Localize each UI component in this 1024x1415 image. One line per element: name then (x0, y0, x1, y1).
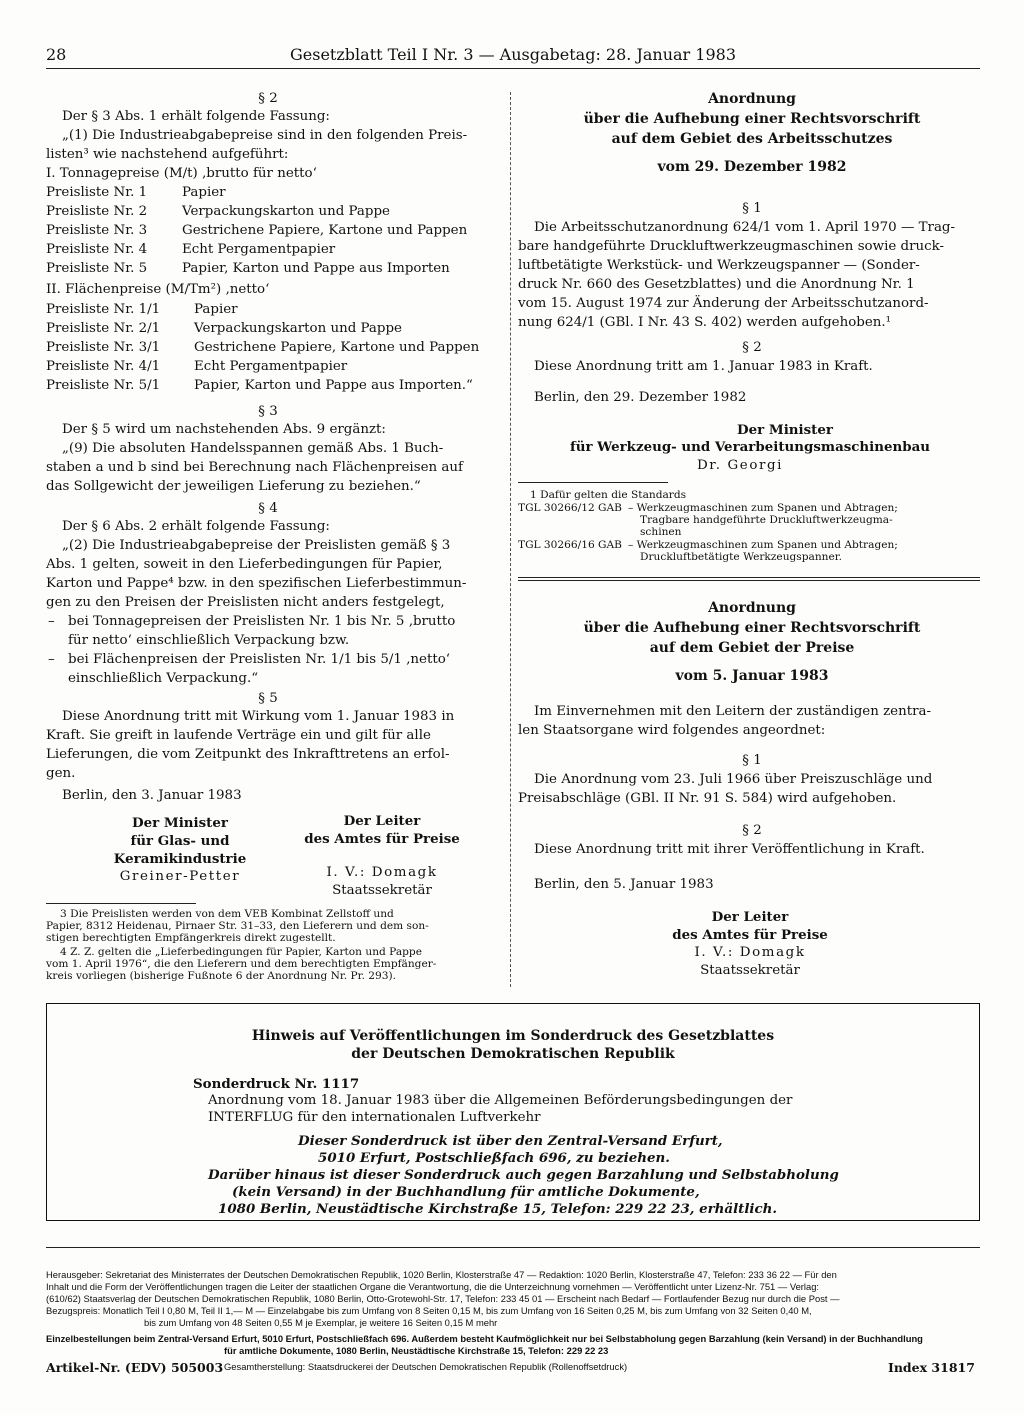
bullet-line: bei Tonnagepreisen der Preislisten Nr. 1 bis Nr. 5 ‚brutto (68, 614, 456, 629)
paragraph-line: staben a und b sind bei Berechnung nach Flächenpreisen auf (46, 460, 463, 475)
price-list-text: Papier, Karton und Pappe aus Importen.“ (194, 378, 473, 393)
sonderdruck-number: Sonderdruck Nr. 1117 (193, 1076, 360, 1092)
price-list-text: Papier, Karton und Pappe aus Importen (182, 261, 450, 276)
paragraph-line: vom 15. August 1974 zur Änderung der Arbeitsschutzanord- (518, 296, 929, 311)
place-date: Berlin, den 3. Januar 1983 (62, 788, 242, 803)
paragraph-line: Lieferungen, die vom Zeitpunkt des Inkrafttretens an erfol- (46, 747, 450, 762)
notice-italic: (kein Versand) in der Buchhandlung für amtliche Dokumente, (232, 1184, 700, 1200)
footnote-line: 1 Dafür gelten die Standards (530, 489, 687, 501)
notice-italic: Dieser Sonderdruck ist über den Zentral-Versand Erfurt, (298, 1133, 723, 1149)
signature-title: des Amtes für Preise (304, 831, 460, 847)
price-list-text: Echt Pergamentpapier (182, 242, 336, 257)
paragraph-line: Diese Anordnung tritt am 1. Januar 1983 in Kraft. (534, 359, 873, 374)
signature-title: Der Minister (132, 815, 228, 831)
signature-title: für Glas- und (130, 833, 230, 849)
bullet-line: einschließlich Verpackung.“ (68, 671, 259, 686)
footnote-line: Papier, 8312 Heidenau, Pirnaer Str. 31–33, den Lieferern und dem son- (46, 920, 429, 932)
signature-title: für Werkzeug- und Verarbeitungsmaschinenbau (569, 439, 931, 455)
paragraph-line: Diese Anordnung tritt mit Wirkung vom 1. Januar 1983 in (62, 709, 455, 724)
imprint-line: bis zum Umfang von 48 Seiten 0,55 M je Exemplar, je weitere 16 Seiten 0,15 M mehr (144, 1317, 498, 1328)
bullet-line: bei Flächenpreisen der Preislisten Nr. 1/1 bis 5/1 ‚netto‘ (68, 652, 451, 667)
footnote-rule (46, 903, 196, 904)
section-heading: § 5 (258, 691, 278, 706)
ordinance-title: über die Aufhebung einer Rechtsvorschrift (583, 620, 921, 636)
price-list-text: Gestrichene Papiere, Kartone und Pappen (182, 223, 468, 238)
price-list-text: Verpackungskarton und Pappe (182, 204, 390, 219)
imprint-line: Inhalt und die Form der Veröffentlichungen tragen die Leiter der staatlichen Organe die Verantwortung, die die Unterzeichnung vornehmen — Veröffentlicht unter Lizenz-Nr. 751 — Verlag: (46, 1281, 820, 1292)
section-heading: § 1 (742, 201, 762, 216)
bullet-line: für netto‘ einschließlich Verpackung bzw. (68, 633, 350, 648)
paragraph-line: nung 624/1 (GBl. I Nr. 43 S. 402) werden aufgehoben.¹ (518, 315, 892, 330)
notice-text: Anordnung vom 18. Januar 1983 über die Allgemeinen Beförderungsbedingungen der (208, 1093, 793, 1108)
signature-title: Keramikindustrie (113, 851, 247, 867)
ordinance-title: Anordnung (708, 600, 796, 616)
signature-title: des Amtes für Preise (672, 927, 828, 943)
signature-role: Staatssekretär (700, 963, 800, 978)
page-header-title: Gesetzblatt Teil I Nr. 3 — Ausgabetag: 28. Januar 1983 (290, 45, 737, 64)
section-separator (518, 577, 980, 578)
footnote-line: vom 1. April 1976“, die den Lieferern und dem berechtigten Empfänger- (46, 958, 437, 970)
notice-italic: Darüber hinaus ist dieser Sonderdruck auch gegen Barzahlung und Selbstabholung (208, 1167, 839, 1183)
section-heading: § 4 (258, 501, 278, 516)
standard-text: – Werkzeugmaschinen zum Spanen und Abtragen; (628, 502, 898, 514)
bullet-dash: – (48, 614, 55, 629)
article-number: Artikel-Nr. (EDV) 505003 (46, 1360, 224, 1375)
paragraph-line: Der § 3 Abs. 1 erhält folgende Fassung: (62, 109, 330, 124)
standard-code: TGL 30266/16 GAB (518, 539, 622, 551)
imprint-line: Bezugspreis: Monatlich Teil I 0,80 M, Teil II 1,— M — Einzelabgabe bis zum Umfang von 8 Seiten 0,15 M, bis zum Umfang von 16 Seiten 0,25 M, bis zum Umfang von 32 Seiten 0,40 M, (46, 1305, 812, 1316)
footnote-line: 3 Die Preislisten werden von dem VEB Kombinat Zellstoff und (60, 908, 394, 920)
paragraph-line: Die Arbeitsschutzanordnung 624/1 vom 1. April 1970 — Trag- (534, 220, 956, 235)
paragraph-line: Die Anordnung vom 23. Juli 1966 über Preiszuschläge und (534, 772, 933, 787)
price-list-label: Preisliste Nr. 5 (46, 261, 148, 276)
paragraph-line: gen zu den Preisen der Preislisten nicht anders festgelegt, (46, 595, 445, 610)
price-list-text: Papier (194, 302, 238, 317)
standard-code: TGL 30266/12 GAB (518, 502, 622, 514)
price-list-label: Preisliste Nr. 2/1 (46, 321, 161, 336)
price-list-label: Preisliste Nr. 1 (46, 185, 148, 200)
page-number: 28 (46, 45, 67, 64)
signature-title: Der Leiter (711, 909, 789, 925)
paragraph-line: Diese Anordnung tritt mit ihrer Veröffentlichung in Kraft. (534, 842, 925, 857)
standard-text: Druckluftbetätigte Werkzeugspanner. (640, 551, 843, 563)
column-divider (510, 92, 511, 987)
price-list-text: Papier (182, 185, 226, 200)
price-list-label: Preisliste Nr. 1/1 (46, 302, 161, 317)
notice-heading: Hinweis auf Veröffentlichungen im Sonderdruck des Gesetzblattes (251, 1028, 775, 1044)
paragraph-line: Kraft. Sie greift in laufende Verträge ein und gilt für alle (46, 728, 431, 743)
paragraph-line: „(1) Die Industrieabgabepreise sind in den folgenden Preis- (62, 128, 468, 143)
section-heading: § 2 (742, 340, 762, 355)
imprint-line: Herausgeber: Sekretariat des Ministerrates der Deutschen Demokratischen Republik, 1020 Berlin, Klosterstraße 47 — Redaktion: 1020 Berlin, Klosterstraße 47, Telefon: 233 36 22 — Für den (46, 1269, 837, 1280)
tonnage-heading: I. Tonnagepreise (M/t) ‚brutto für netto‘ (46, 166, 317, 181)
signature-name: Dr. Georgi (696, 458, 784, 473)
paragraph-line: luftbetätigte Werkstück- und Werkzeugspanner — (Sonder- (518, 258, 920, 273)
section-heading: § 3 (258, 404, 278, 419)
section-heading: § 2 (742, 823, 762, 838)
notice-heading: der Deutschen Demokratischen Republik (351, 1046, 675, 1062)
price-list-text: Verpackungskarton und Pappe (194, 321, 402, 336)
paragraph-line: Der § 5 wird um nachstehenden Abs. 9 ergänzt: (62, 422, 386, 437)
signature-name: Greiner-Petter (119, 869, 241, 884)
ordinance-title: Anordnung (708, 91, 796, 107)
imprint-line: (610/62) Staatsverlag der Deutschen Demokratischen Republik, 1080 Berlin, Otto-Grotewohl-Str. 17, Telefon: 233 45 01 — Erscheint nach Bedarf — Fortlaufender Bezug nur durch die Post — (46, 1293, 840, 1304)
notice-italic: 5010 Erfurt, Postschließfach 696, zu beziehen. (318, 1150, 670, 1166)
paragraph-line: druck Nr. 660 des Gesetzblattes) und die Anordnung Nr. 1 (518, 277, 915, 292)
flaechen-heading: II. Flächenpreise (M/Tm²) ‚netto‘ (46, 282, 270, 297)
notice-italic: 1080 Berlin, Neustädtische Kirchstraße 15, Telefon: 229 22 23, erhältlich. (218, 1201, 778, 1217)
signature-title: Der Leiter (343, 813, 421, 829)
standard-text: schinen (640, 526, 682, 538)
ordinance-title: auf dem Gebiet der Preise (649, 640, 855, 656)
price-list-label: Preisliste Nr. 3/1 (46, 340, 161, 355)
bullet-dash: – (48, 652, 55, 667)
signature-name: I. V.: Domagk (326, 865, 438, 880)
paragraph-line: Preisabschläge (GBl. II Nr. 91 S. 584) wird aufgehoben. (518, 791, 897, 806)
paragraph-line: Abs. 1 gelten, soweit in den Lieferbedingungen für Papier, (46, 557, 443, 572)
imprint-order-line: Einzelbestellungen beim Zentral-Versand Erfurt, 5010 Erfurt, Postschließfach 696. Außerdem besteht Kaufmöglichkeit nur bei Selbstabholung gegen Barzahlung (kein Versand) in der Buchhandlung (46, 1333, 923, 1344)
notice-text: INTERFLUG für den internationalen Luftverkehr (208, 1110, 541, 1125)
place-date: Berlin, den 29. Dezember 1982 (534, 390, 747, 405)
section-heading: § 2 (258, 91, 278, 106)
paragraph-line: das Sollgewicht der jeweiligen Lieferung zu beziehen.“ (46, 479, 421, 494)
paragraph-line: len Staatsorgane wird folgendes angeordnet: (518, 723, 826, 738)
paragraph-line: Karton und Pappe⁴ bzw. in den spezifischen Lieferbestimmun- (46, 576, 467, 591)
signature-name: I. V.: Domagk (694, 945, 806, 960)
footnote-line: kreis vorliegen (bisherige Fußnote 6 der Anordnung Nr. Pr. 293). (46, 970, 396, 982)
paragraph-line: listen³ wie nachstehend aufgeführt: (46, 147, 289, 162)
price-list-label: Preisliste Nr. 3 (46, 223, 148, 238)
ordinance-title: über die Aufhebung einer Rechtsvorschrift (583, 111, 921, 127)
paragraph-line: Der § 6 Abs. 2 erhält folgende Fassung: (62, 519, 330, 534)
price-list-text: Echt Pergamentpapier (194, 359, 348, 374)
printer-line: Gesamtherstellung: Staatsdruckerei der Deutschen Demokratischen Republik (Rollenoffsetdruck) (224, 1361, 628, 1372)
standard-text: – Werkzeugmaschinen zum Spanen und Abtragen; (628, 539, 898, 551)
header-rule (46, 68, 980, 69)
signature-title: Der Minister (737, 422, 833, 438)
imprint-order-line: für amtliche Dokumente, 1080 Berlin, Neustädtische Kirchstraße 15, Telefon: 229 22 23 (224, 1345, 609, 1356)
paragraph-line: Im Einvernehmen mit den Leitern der zuständigen zentra- (534, 704, 931, 719)
ordinance-date: vom 29. Dezember 1982 (657, 159, 847, 175)
paragraph-line: „(2) Die Industrieabgabepreise der Preislisten gemäß § 3 (62, 538, 451, 553)
section-separator (518, 580, 980, 581)
price-list-label: Preisliste Nr. 5/1 (46, 378, 161, 393)
paragraph-line: gen. (46, 766, 76, 781)
price-list-text: Gestrichene Papiere, Kartone und Pappen (194, 340, 480, 355)
section-heading: § 1 (742, 753, 762, 768)
price-list-label: Preisliste Nr. 4 (46, 242, 148, 257)
ordinance-date: vom 5. Januar 1983 (675, 668, 829, 684)
paragraph-line: bare handgeführte Druckluftwerkzeugmaschinen sowie druck- (518, 239, 945, 254)
footnote-line: 4 Z. Z. gelten die „Lieferbedingungen für Papier, Karton und Pappe (60, 946, 422, 958)
standard-text: Tragbare handgeführte Druckluftwerkzeugma- (640, 514, 893, 526)
price-list-label: Preisliste Nr. 4/1 (46, 359, 161, 374)
place-date: Berlin, den 5. Januar 1983 (534, 877, 714, 892)
footnote-line: stigen berechtigten Empfängerkreis direkt zugestellt. (46, 932, 336, 944)
price-list-label: Preisliste Nr. 2 (46, 204, 148, 219)
ordinance-title: auf dem Gebiet des Arbeitsschutzes (611, 131, 893, 147)
index-number: Index 31817 (888, 1360, 975, 1375)
footnote-rule (518, 482, 668, 483)
imprint-rule (46, 1247, 980, 1248)
signature-role: Staatssekretär (332, 883, 432, 898)
paragraph-line: „(9) Die absoluten Handelsspannen gemäß Abs. 1 Buch- (62, 441, 444, 456)
